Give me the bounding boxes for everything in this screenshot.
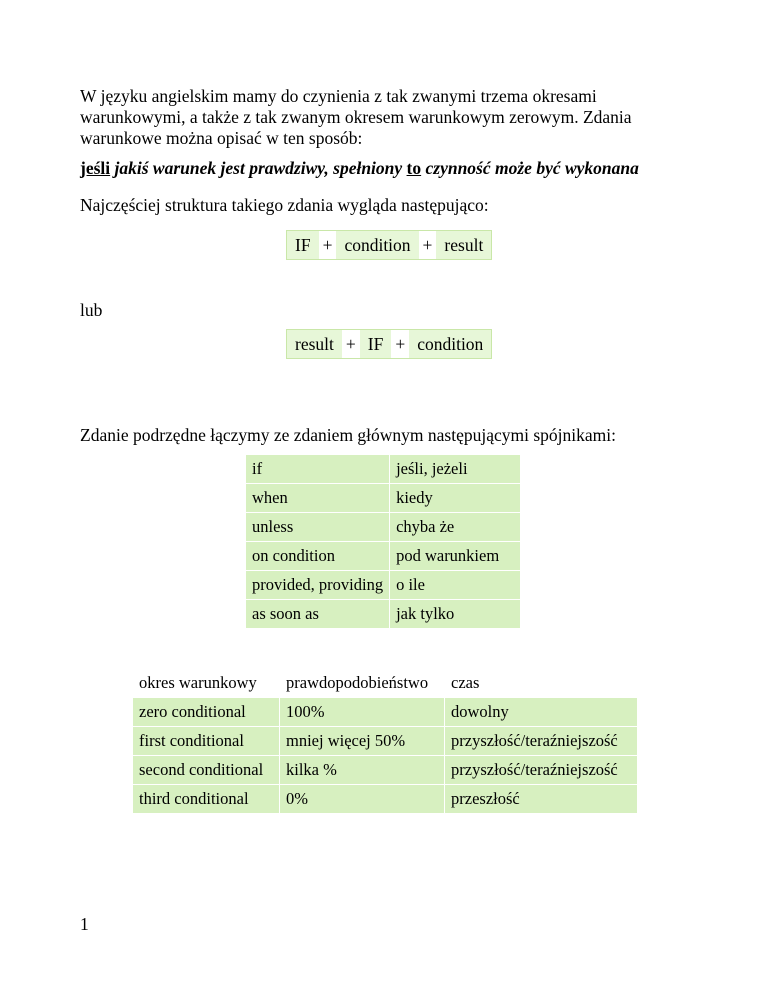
conjunction-pl: jak tylko (390, 600, 521, 629)
conjunction-pl: o ile (390, 571, 521, 600)
conjunction-en: as soon as (246, 600, 390, 629)
formula-part: result (295, 333, 334, 354)
formula-part: condition (344, 234, 411, 255)
table-cell: kilka % (280, 756, 445, 785)
column-header: czas (445, 669, 638, 698)
table-cell: first conditional (133, 727, 280, 756)
table-cell: przyszłość/teraźniejszość (445, 727, 638, 756)
table-cell: zero conditional (133, 698, 280, 727)
table-cell: dowolny (445, 698, 638, 727)
formula-part: IF (295, 234, 311, 255)
conjunction-pl: jeśli, jeżeli (390, 455, 521, 484)
formula-plus: + (319, 231, 337, 259)
formula-result-if-condition (286, 329, 492, 359)
formula-part: IF (367, 333, 384, 354)
conjunction-pl: chyba że (390, 513, 521, 542)
table-row (133, 756, 638, 785)
formula-part: result (444, 234, 484, 255)
table-cell: third conditional (133, 785, 280, 814)
rule-if-word: jeśli (80, 158, 111, 178)
conjunction-en: when (246, 484, 390, 513)
formula-part: condition (417, 333, 484, 354)
table-row (133, 785, 638, 814)
conjunction-en: unless (246, 513, 390, 542)
rule-sentence (80, 158, 700, 179)
formula-plus: + (342, 330, 360, 358)
rule-then-word: to (406, 158, 422, 178)
intro-paragraph: W języku angielskim mamy do czynienia z tak zwanymi trzema okresami warunkowymi, a także z tak zwanym okresem warunkowym zerowym. Zdania warunkowe można opisać w ten sposób: (80, 86, 632, 148)
table-cell: second conditional (133, 756, 280, 785)
conjunctions-table (245, 454, 521, 629)
table-row (246, 600, 521, 629)
table-row (133, 727, 638, 756)
table-cell: 0% (280, 785, 445, 814)
rule-condition: jakiś warunek jest prawdziwy, spełniony (114, 158, 403, 178)
formula-plus: + (419, 231, 437, 259)
column-header: prawdopodobieństwo (280, 669, 445, 698)
conjunction-en: provided, providing (246, 571, 390, 600)
or-label: lub (80, 300, 103, 320)
table-row (246, 513, 521, 542)
table-row (246, 542, 521, 571)
formula-if-condition-result (286, 230, 492, 260)
page-number: 1 (80, 914, 89, 934)
table-cell: 100% (280, 698, 445, 727)
table-cell: przyszłość/teraźniejszość (445, 756, 638, 785)
conjunction-pl: kiedy (390, 484, 521, 513)
column-header: okres warunkowy (133, 669, 280, 698)
table-row (246, 571, 521, 600)
table-cell: mniej więcej 50% (280, 727, 445, 756)
table-row (246, 484, 521, 513)
table-row (133, 698, 638, 727)
table-cell: przeszłość (445, 785, 638, 814)
rule-result: czynność może być wykonana (425, 158, 639, 178)
conjunction-en: on condition (246, 542, 390, 571)
structure-intro: Najczęściej struktura takiego zdania wygląda następująco: (80, 195, 489, 215)
conditionals-table (132, 668, 638, 814)
formula-plus: + (391, 330, 409, 358)
conjunctions-intro: Zdanie podrzędne łączymy ze zdaniem głównym następującymi spójnikami: (80, 425, 617, 445)
table-header-row (133, 669, 638, 698)
conjunction-en: if (246, 455, 390, 484)
conjunction-pl: pod warunkiem (390, 542, 521, 571)
table-row (246, 455, 521, 484)
